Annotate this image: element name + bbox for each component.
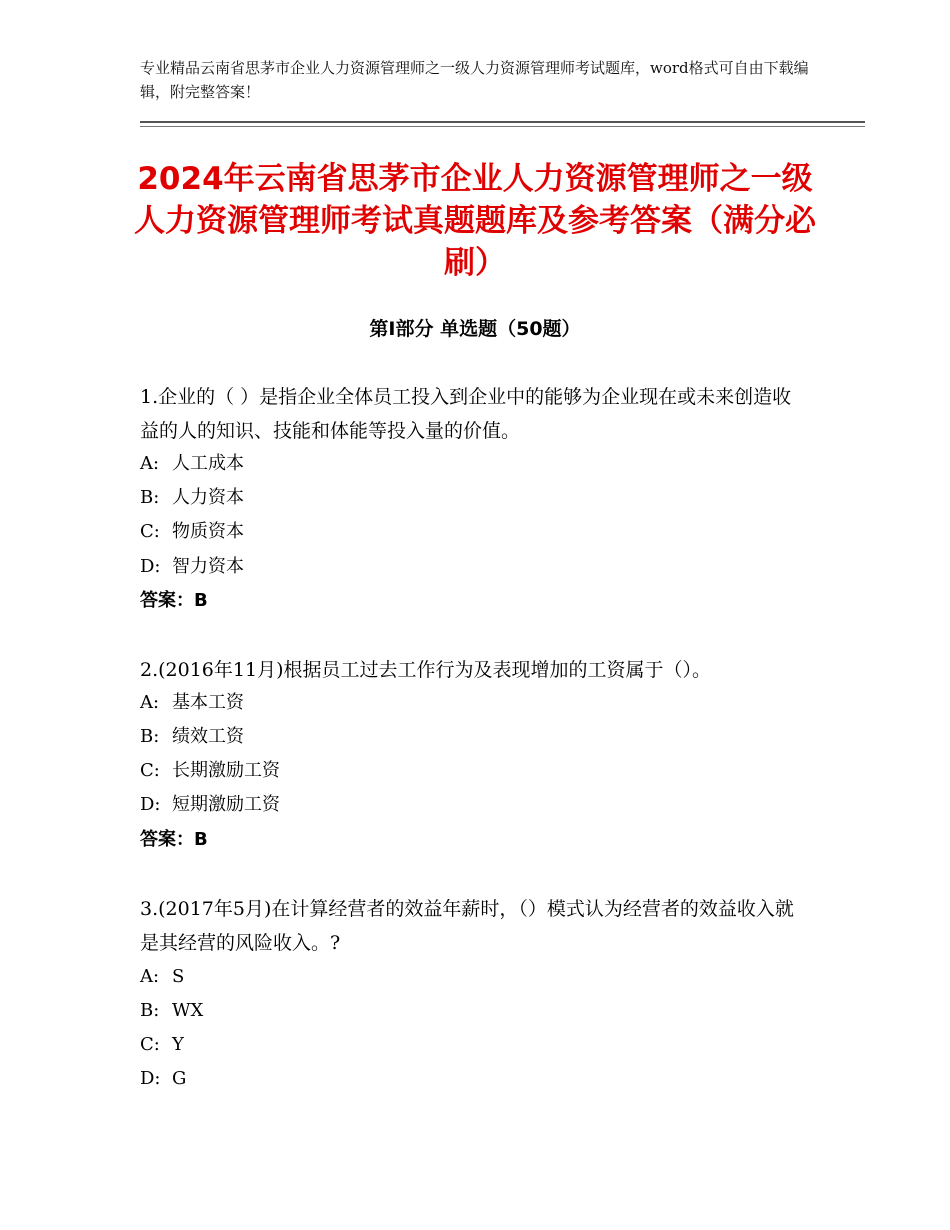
option-text: WX xyxy=(172,1000,204,1021)
question-3-text: 3.(2017年5月)在计算经营者的效益年薪时，（）模式认为经营者的效益收入就是其经营的风险收入。? xyxy=(140,898,794,954)
option-letter: D: xyxy=(140,1068,161,1089)
question-1-option-b xyxy=(140,486,244,510)
option-text: G xyxy=(172,1068,187,1089)
answer-value: B xyxy=(194,590,208,611)
question-2-option-a xyxy=(140,691,244,715)
answer-label: 答案： xyxy=(140,829,194,850)
question-3-option-d xyxy=(140,1067,186,1091)
option-text: 智力资本 xyxy=(172,556,244,577)
option-letter: A: xyxy=(140,966,160,987)
option-text: 物质资本 xyxy=(172,521,244,542)
question-3-option-a xyxy=(140,965,184,989)
question-1-option-d xyxy=(140,555,244,579)
question-1-option-a xyxy=(140,452,244,476)
option-letter: A: xyxy=(140,453,160,474)
option-text: S xyxy=(172,966,185,987)
option-letter: D: xyxy=(140,794,161,815)
question-2-answer xyxy=(140,828,208,852)
option-letter: C: xyxy=(140,521,160,542)
option-letter: C: xyxy=(140,1034,160,1055)
header-note: 专业精品云南省思茅市企业人力资源管理师之一级人力资源管理师考试题库，word格式可自由下载编辑，附完整答案！ xyxy=(140,59,809,101)
section-title: 第Ⅰ部分 单选题（50题） xyxy=(369,318,581,340)
question-1-answer xyxy=(140,589,208,613)
option-text: 基本工资 xyxy=(172,692,244,713)
header-rule-thick xyxy=(140,121,865,123)
question-2-option-b xyxy=(140,725,244,749)
option-text: 短期激励工资 xyxy=(172,794,280,815)
option-letter: B: xyxy=(140,1000,160,1021)
question-2-option-d xyxy=(140,793,280,817)
option-text: 人工成本 xyxy=(172,453,244,474)
option-letter: C: xyxy=(140,760,160,781)
option-text: Y xyxy=(172,1034,184,1055)
option-text: 绩效工资 xyxy=(172,726,244,747)
option-text: 人力资本 xyxy=(172,487,244,508)
header-rule-thin xyxy=(140,126,865,127)
option-letter: B: xyxy=(140,487,160,508)
question-1-option-c xyxy=(140,520,244,544)
question-3-option-c xyxy=(140,1033,184,1057)
option-letter: B: xyxy=(140,726,160,747)
document-title: 2024年云南省思茅市企业人力资源管理师之一级人力资源管理师考试真题题库及参考答案（满分必刷） xyxy=(134,161,816,281)
option-letter: D: xyxy=(140,556,161,577)
question-2-text: 2.(2016年11月)根据员工过去工作行为及表现增加的工资属于（）。 xyxy=(140,659,711,681)
question-2-option-c xyxy=(140,759,280,783)
question-3-option-b xyxy=(140,999,203,1023)
question-1-text: 1.企业的（ ）是指企业全体员工投入到企业中的能够为企业现在或未来创造收益的人的知识、技能和体能等投入量的价值。 xyxy=(140,386,792,442)
option-letter: A: xyxy=(140,692,160,713)
answer-label: 答案： xyxy=(140,590,194,611)
answer-value: B xyxy=(194,829,208,850)
option-text: 长期激励工资 xyxy=(172,760,280,781)
